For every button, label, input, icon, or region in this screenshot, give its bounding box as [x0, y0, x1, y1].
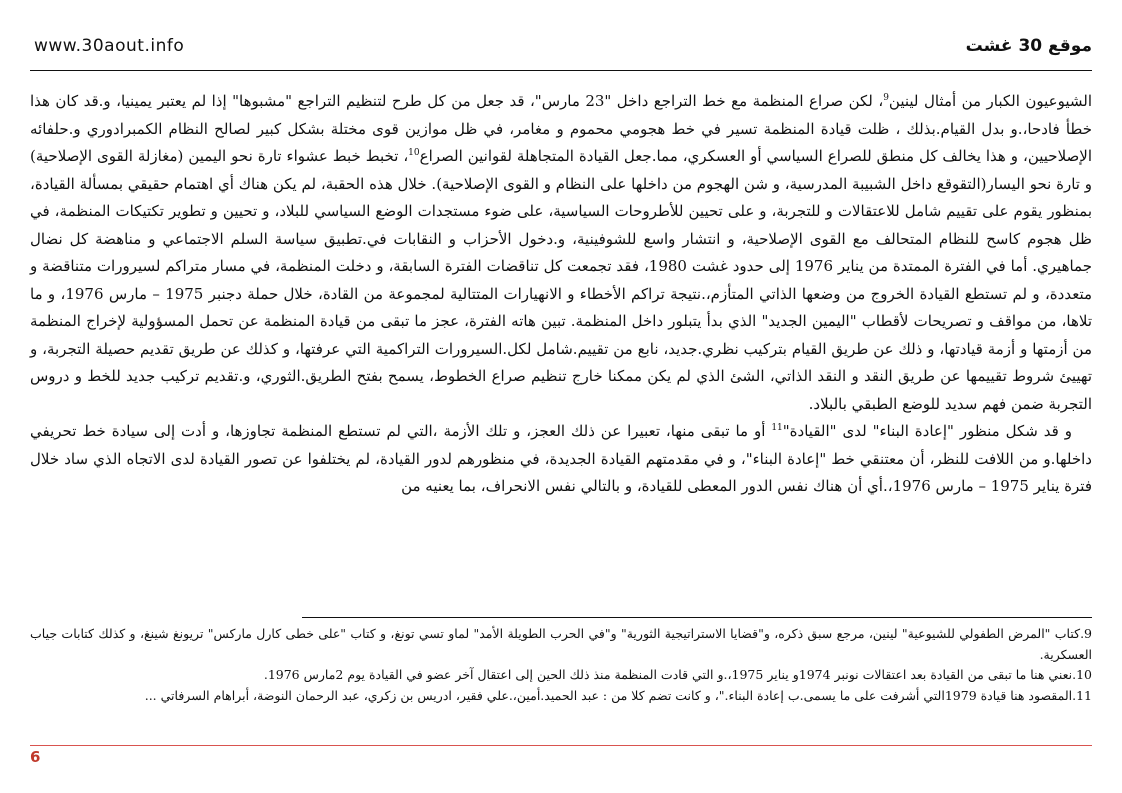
paragraph-1-part-c: ، تخبط خبط عشواء تارة نحو اليمين (مغازلة القوى الإصلاحية) و تارة نحو اليسار(التقوقع داخل الشبيبة المدرسية، و شن الهجوم من داخلها على النظام و القوى الإصلاحية). خلال هذه الحقبة، لم يكن هناك أي اهتمام حقيقي بمسألة القيادة، بمنظور يقوم على تقييم شامل للاعتقالات و للتجربة، و على تحيين للأطروحات السياسية، على ضوء مستجدات الوضع السياسي للبلاد، و تحيين و تطوير تكتيكات المنظمة، في ظل هجوم كاسح للنظام المتحالف مع القوى الإصلاحية، و انتشار واسع للشوفينية، و.دخول الأحزاب و النقابات في.تطبيق سياسة السلم الاجتماعي و مناهضة كل نضال جماهيري. أما في الفترة الممتدة من يناير 1976 إلى حدود غشت 1980، فقد تجمعت كل تناقضات الفترة السابقة، و دخلت المنظمة، في مسار متراكم لسيرورات متناقضة و متعددة، و لم تستطع القيادة الخروج من وضعها الذاتي المتأزم،.نتيجة تراكم الأخطاء و الانهيارات المتتالية لمجموعة من القادة، خلال حملة دجنبر 1975 – مارس 1976، و ما تلاها، من مواقف و تصريحات لأقطاب "اليمين الجديد" الذي بدأ يتبلور داخل المنظمة. تبين هاته الفترة، عجز ما تبقى من قيادة المنظمة عن تحمل المسؤولية لإخراج المنظمة من أزمتها و أزمة قيادتها، و ذلك عن طريق القيام بتركيب نظري.جديد، نابع من تقييم.شامل لكل.السيرورات التراكمية التي عرفتها، و كذلك عن طريق تقديم حصيلة التجربة، و تهييئ شروط تقييمها عن طريق النقد و النقد الذاتي، الشئ الذي لم يكن ممكنا خارج تنظيم صراع الخطوط، يسمح بفتح الطريق.الثوري، و.تقديم تركيب جديد للخط و دروس التجربة ضمن فهم سديد للوضع الطبقي بالبلاد. [30, 147, 1092, 413]
paragraph-1-part-a: الشيوعيون الكبار من أمثال لينين [888, 92, 1092, 110]
site-url: www.30aout.info [34, 36, 185, 56]
paragraph-2-part-b: أو ما تبقى منها، تعبيرا عن ذلك العجز، و تلك الأزمة ،التي لم تستطع المنظمة تجاوزها، و أدت إلى سيادة خط تحريفي داخلها.و من اللافت للنظر، أن معتنقي خط "إعادة البناء"، و في مقدمتهم القيادة الجديدة، في منظورهم لدور القيادة، لم يختلفوا عن تصور القيادة لدى الاتجاه الذي ساد خلال فترة يناير 1975 – مارس 1976،.أي أن هناك نفس الدور المعطى للقيادة، و بالتالي نفس الانحراف، بما يعنيه من [30, 422, 1092, 495]
header-divider [30, 70, 1092, 71]
paragraph-2 [30, 418, 1092, 501]
footnote-11: 11.المقصود هنا قيادة 1979التي أشرفت على ما يسمى.ب إعادة البناء."، و كانت تضم كلا من : عبد الحميد.أمين،.علي فقير، ادريس بن زكري، عبد الرحمان النوضة، أبراهام السرفاتي ... [144, 687, 1092, 703]
main-text [30, 88, 1092, 501]
footer-divider [30, 745, 1092, 746]
footnote-ref-11: 11 [771, 423, 783, 433]
footnotes [30, 624, 1092, 706]
paragraph-2-part-a: و قد شكل منظور "إعادة البناء" لدى "القيادة" [782, 422, 1072, 440]
page-header [30, 30, 1092, 66]
paragraph-1 [30, 88, 1092, 418]
footnote-10: 10.نعني هنا ما تبقى من القيادة بعد اعتقالات نونبر 1974و يناير 1975،.و التي قادت المنظمة منذ ذلك الحين إلى اعتقال آخر عضو في القيادة يوم 2مارس 1976. [263, 667, 1092, 682]
footnote-divider [302, 617, 1092, 618]
footnote-9: 9.كتاب "المرض الطفولي للشيوعية" لينين، مرجع سبق ذكره، و"قضايا الاستراتيجية الثورية" و"في الحرب الطويلة الأمد" لماو تسي تونغ، و كتاب "على خطى كارل ماركس" تريونغ شينغ، و كذلك كتابات جياب العسكرية. [30, 626, 1092, 662]
footnote-ref-9: 9 [883, 93, 889, 103]
footnote-ref-10: 10 [408, 148, 420, 158]
page-number: 6 [30, 748, 41, 766]
site-title: موقع 30 غشت [965, 36, 1092, 56]
paragraph-1-part-b: ، لكن صراع المنظمة مع خط التراجع داخل "23 مارس"، قد جعل من كل طرح لتنظيم التراجع "مشبوها" إذا لم يعتبر يمينيا، و.قد كان هذا خطأ فادحا،.و بدل القيام.بذلك ، ظلت قيادة المنظمة تسير في خط هجومي محموم و مغامر، في ظل موازين قوى مختلة بشكل كبير لصالح النظام الكمبرادوري و.حلفائه الإصلاحيين، و هذا يخالف كل منطق للصراع السياسي أو العسكري، مما.جعل القيادة المتجاهلة لقوانين الصراع [30, 92, 1092, 165]
